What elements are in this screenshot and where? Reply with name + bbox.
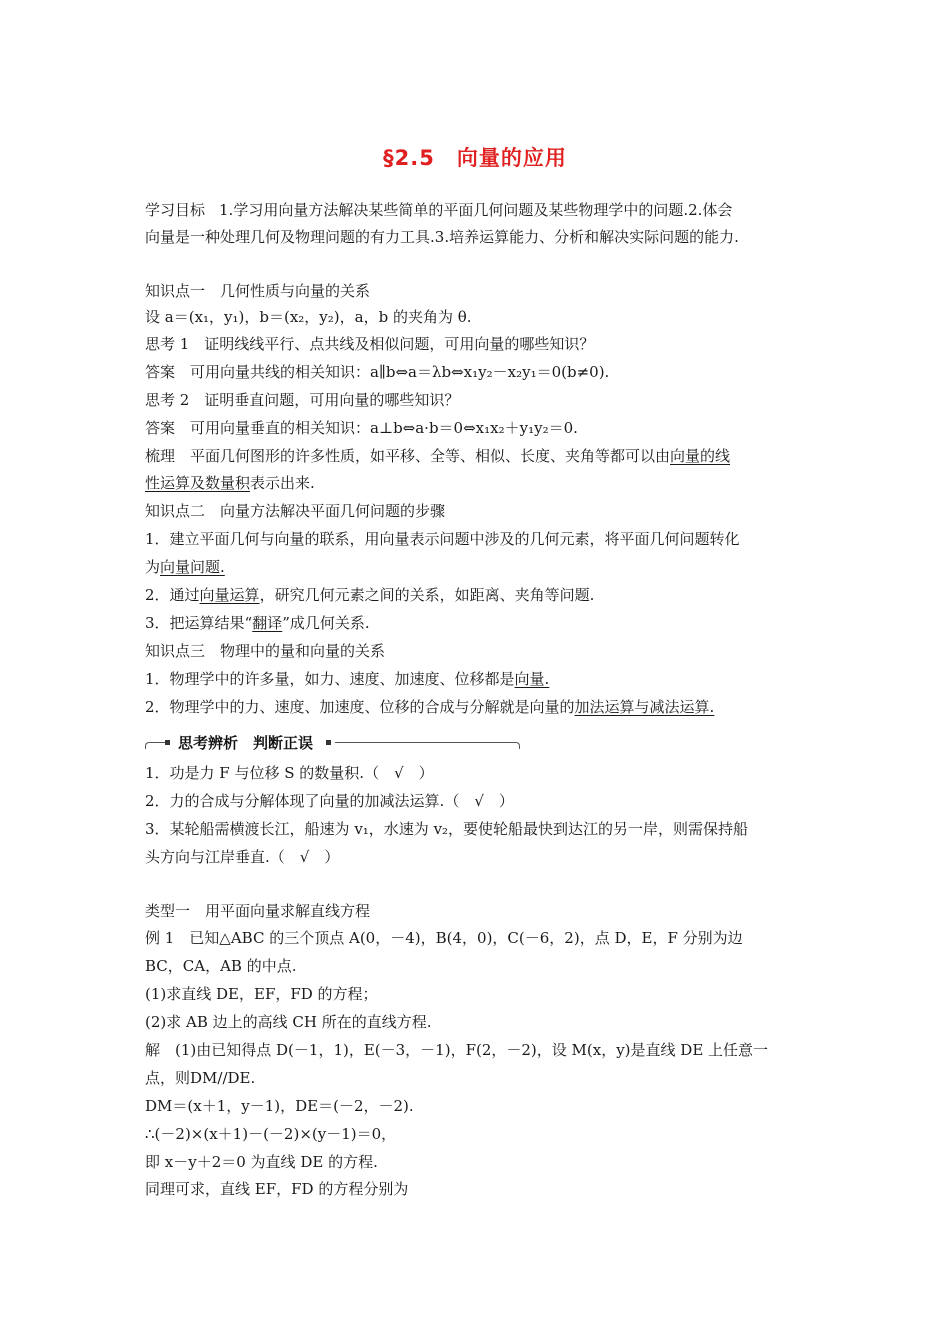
objectives-label: 学习目标 <box>145 201 206 219</box>
step-2-pre: 2．通过 <box>145 586 200 604</box>
step-3-underline: 翻译 <box>252 614 283 632</box>
banner-square-left-icon <box>165 740 170 745</box>
answer-2-prefix: 答案 可用向量垂直的相关知识： <box>145 419 371 437</box>
kp1-answer-1 <box>145 361 815 383</box>
solution-line-6: 同理可求，直线 EF，FD 的方程分别为 <box>145 1180 409 1198</box>
summary-suffix: 表示出来. <box>250 474 315 492</box>
answer-1-prefix: 答案 可用向量共线的相关知识： <box>145 363 371 381</box>
step-2-underline: 向量运算 <box>199 586 260 604</box>
solution-line-1: 解 (1)由已知得点 D(－1，1)，E(－3，－1)，F(2，－2)，设 M(x，y)是直线 DE 上任意一 <box>145 1041 769 1059</box>
step-1-underline: 向量问题. <box>160 558 225 576</box>
point-1-underline: 向量. <box>514 670 550 688</box>
solution-line-3: DM＝(x＋1，y－1)，DE＝(－2，－2). <box>145 1097 414 1115</box>
kp3-point-1 <box>145 668 815 690</box>
kp1-summary-line-1 <box>145 445 815 467</box>
objectives-line-1 <box>145 199 815 221</box>
step-3-pre: 3．把运算结果“ <box>145 614 253 632</box>
think-judge-banner <box>145 732 520 758</box>
type1-heading: 类型一 用平面向量求解直线方程 <box>145 902 371 920</box>
judge-item-3-line-2: 头方向与江岸垂直.（ √ ） <box>145 848 340 866</box>
kp2-step-1-line-1: 1．建立平面几何与向量的联系，用向量表示问题中涉及的几何元素，将平面几何问题转化 <box>145 530 740 548</box>
kp3-point-2 <box>145 696 815 718</box>
solution-line-4: ∴(－2)×(x＋1)－(－2)×(y－1)＝0， <box>145 1125 397 1143</box>
kp3-heading: 知识点三 物理中的量和向量的关系 <box>145 642 386 660</box>
answer-1-formula: a∥b⇔a＝λb⇔x₁y₂－x₂y₁＝0(b≠0). <box>370 363 610 381</box>
summary-underline-2: 性运算及数量积 <box>145 474 251 492</box>
step-3-post: ”成几何关系. <box>282 614 370 632</box>
section-title: §2.5 向量的应用 <box>383 146 567 170</box>
answer-2-formula: a⊥b⇔a·b＝0⇔x₁x₂＋y₁y₂＝0. <box>370 419 578 437</box>
kp1-question-2: 思考 2 证明垂直问题，可用向量的哪些知识？ <box>145 391 460 409</box>
point-1-pre: 1．物理学中的许多量，如力、速度、加速度、位移都是 <box>145 670 515 688</box>
kp1-question-1: 思考 1 证明线线平行、点共线及相似问题，可用向量的哪些知识？ <box>145 335 595 353</box>
kp2-step-1-line-2 <box>145 556 815 578</box>
point-2-underline: 加法运算与减法运算. <box>574 698 715 716</box>
step-2-post: ，研究几何元素之间的关系，如距离、夹角等问题. <box>259 586 595 604</box>
solution-line-5: 即 x－y＋2＝0 为直线 DE 的方程. <box>145 1153 378 1171</box>
step-1-pre: 为 <box>145 558 161 576</box>
kp2-step-2 <box>145 584 815 606</box>
banner-square-right-icon <box>326 740 331 745</box>
example-1-question-2: (2)求 AB 边上的高线 CH 所在的直线方程. <box>145 1013 432 1031</box>
example-1-question-1: (1)求直线 DE，EF，FD 的方程； <box>145 985 378 1003</box>
objectives-text-1: 1.学习用向量方法解决某些简单的平面几何问题及某些物理学中的问题.2.体会 <box>219 201 733 219</box>
example-1-line-2: BC，CA，AB 的中点. <box>145 957 297 975</box>
objectives-line-2: 向量是一种处理几何及物理问题的有力工具.3.培养运算能力、分析和解决实际问题的能力. <box>145 228 739 246</box>
summary-prefix: 梳理 平面几何图形的许多性质，如平移、全等、相似、长度、夹角等都可以由 <box>145 447 671 465</box>
kp2-step-3 <box>145 612 815 634</box>
banner-rule-left <box>145 742 166 749</box>
point-2-pre: 2．物理学中的力、速度、加速度、位移的合成与分解就是向量的 <box>145 698 575 716</box>
kp1-heading: 知识点一 几何性质与向量的关系 <box>145 282 371 300</box>
kp1-setup: 设 a＝(x₁，y₁)，b＝(x₂，y₂)，a，b 的夹角为 θ. <box>145 308 472 326</box>
banner-rule-right <box>335 742 520 749</box>
kp1-answer-2 <box>145 417 815 439</box>
summary-underline-1: 向量的线 <box>670 447 731 465</box>
kp1-summary-line-2 <box>145 472 815 494</box>
solution-line-2: 点，则DM//DE. <box>145 1069 256 1087</box>
banner-text: 思考辨析 判断正误 <box>178 734 314 752</box>
judge-item-1: 1．功是力 F 与位移 S 的数量积.（ √ ） <box>145 764 434 782</box>
kp2-heading: 知识点二 向量方法解决平面几何问题的步骤 <box>145 502 446 520</box>
example-1-line-1: 例 1 已知△ABC 的三个顶点 A(0，－4)，B(4，0)，C(－6，2)，点 D，E，F 分别为边 <box>145 929 743 947</box>
judge-item-3-line-1: 3．某轮船需横渡长江，船速为 v₁，水速为 v₂，要使轮船最快到达江的另一岸，则需保持船 <box>145 820 749 838</box>
judge-item-2: 2．力的合成与分解体现了向量的加减法运算.（ √ ） <box>145 792 514 810</box>
